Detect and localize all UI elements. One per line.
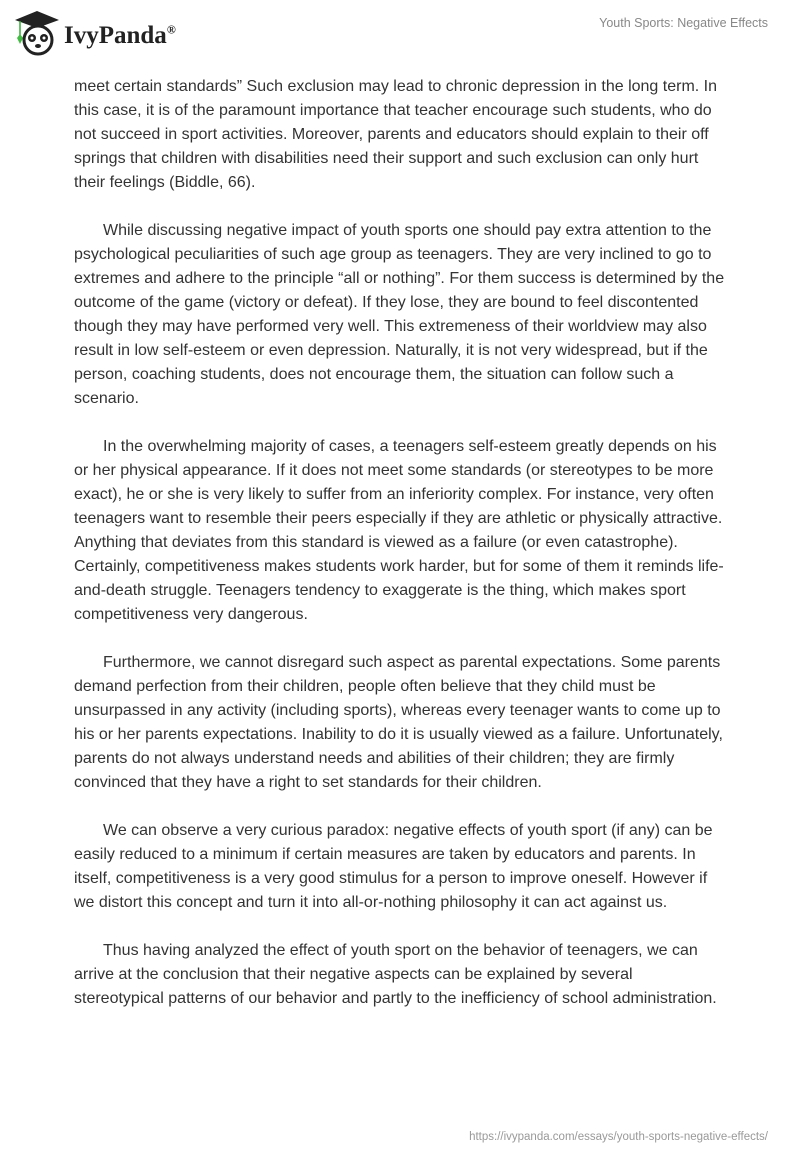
panda-graduate-icon <box>12 8 62 58</box>
ivypanda-logo[interactable] <box>12 8 176 58</box>
document-title: Youth Sports: Negative Effects <box>599 16 768 30</box>
paragraph: In the overwhelming majority of cases, a teenagers self-esteem greatly depends on his or her physical appearance. If it does not meet some standards (or stereotypes to be more exact), he or she is very likely to suffer from an inferiority complex. For instance, very often teenagers want to resemble their peers especially if they are athletic or physically attractive. Anything that deviates from this standard is viewed as a failure (or even catastrophe). Certainly, competitiveness makes students work harder, but for some of them it reminds life-and-death struggle. Teenagers tendency to exaggerate is the thing, which makes sport competitiveness very dangerous. <box>74 438 724 623</box>
paragraph: Thus having analyzed the effect of youth sport on the behavior of teenagers, we can arrive at the conclusion that their negative aspects can be explained by several stereotypical patterns of our behavior and partly to the inefficiency of school administration. <box>74 942 717 1007</box>
paragraph: We can observe a very curious paradox: negative effects of youth sport (if any) can be easily reduced to a minimum if certain measures are taken by educators and parents. In itself, competitiveness is a very good stimulus for a person to improve oneself. However if we distort this concept and turn it into all-or-nothing philosophy it can act against us. <box>74 822 713 911</box>
page-header <box>0 0 800 60</box>
essay-body <box>74 75 726 1035</box>
paragraph: meet certain standards” Such exclusion may lead to chronic depression in the long term. In this case, it is of the paramount importance that teacher encourage such students, who do not succeed in sport activities. Moreover, parents and educators should explain to their off springs that children with disabilities need their support and such exclusion can only hurt their feelings (Biddle, 66). <box>74 78 717 191</box>
logo-text: IvyPanda® <box>64 22 176 49</box>
paragraph: Furthermore, we cannot disregard such aspect as parental expectations. Some parents demand perfection from their children, people often believe that they child must be unsurpassed in any activity (including sports), whereas every teenager wants to come up to his or her parents expectations. Inability to do it is usually viewed as a failure. Unfortunately, parents do not always understand needs and abilities of their children; they are firmly convinced that they have a right to set standards for their children. <box>74 654 723 791</box>
paragraph: While discussing negative impact of youth sports one should pay extra attention to the psychological peculiarities of such age group as teenagers. They are very inclined to go to extremes and adhere to the principle “all or nothing”. For them success is determined by the outcome of the game (victory or defeat). If they lose, they are bound to feel discontented though they may have performed very well. This extremeness of their worldview may also result in low self-esteem or even depression. Naturally, it is not very widespread, but if the person, coaching students, does not encourage them, the situation can follow such a scenario. <box>74 222 725 407</box>
source-url[interactable]: https://ivypanda.com/essays/youth-sports-negative-effects/ <box>469 1131 768 1143</box>
